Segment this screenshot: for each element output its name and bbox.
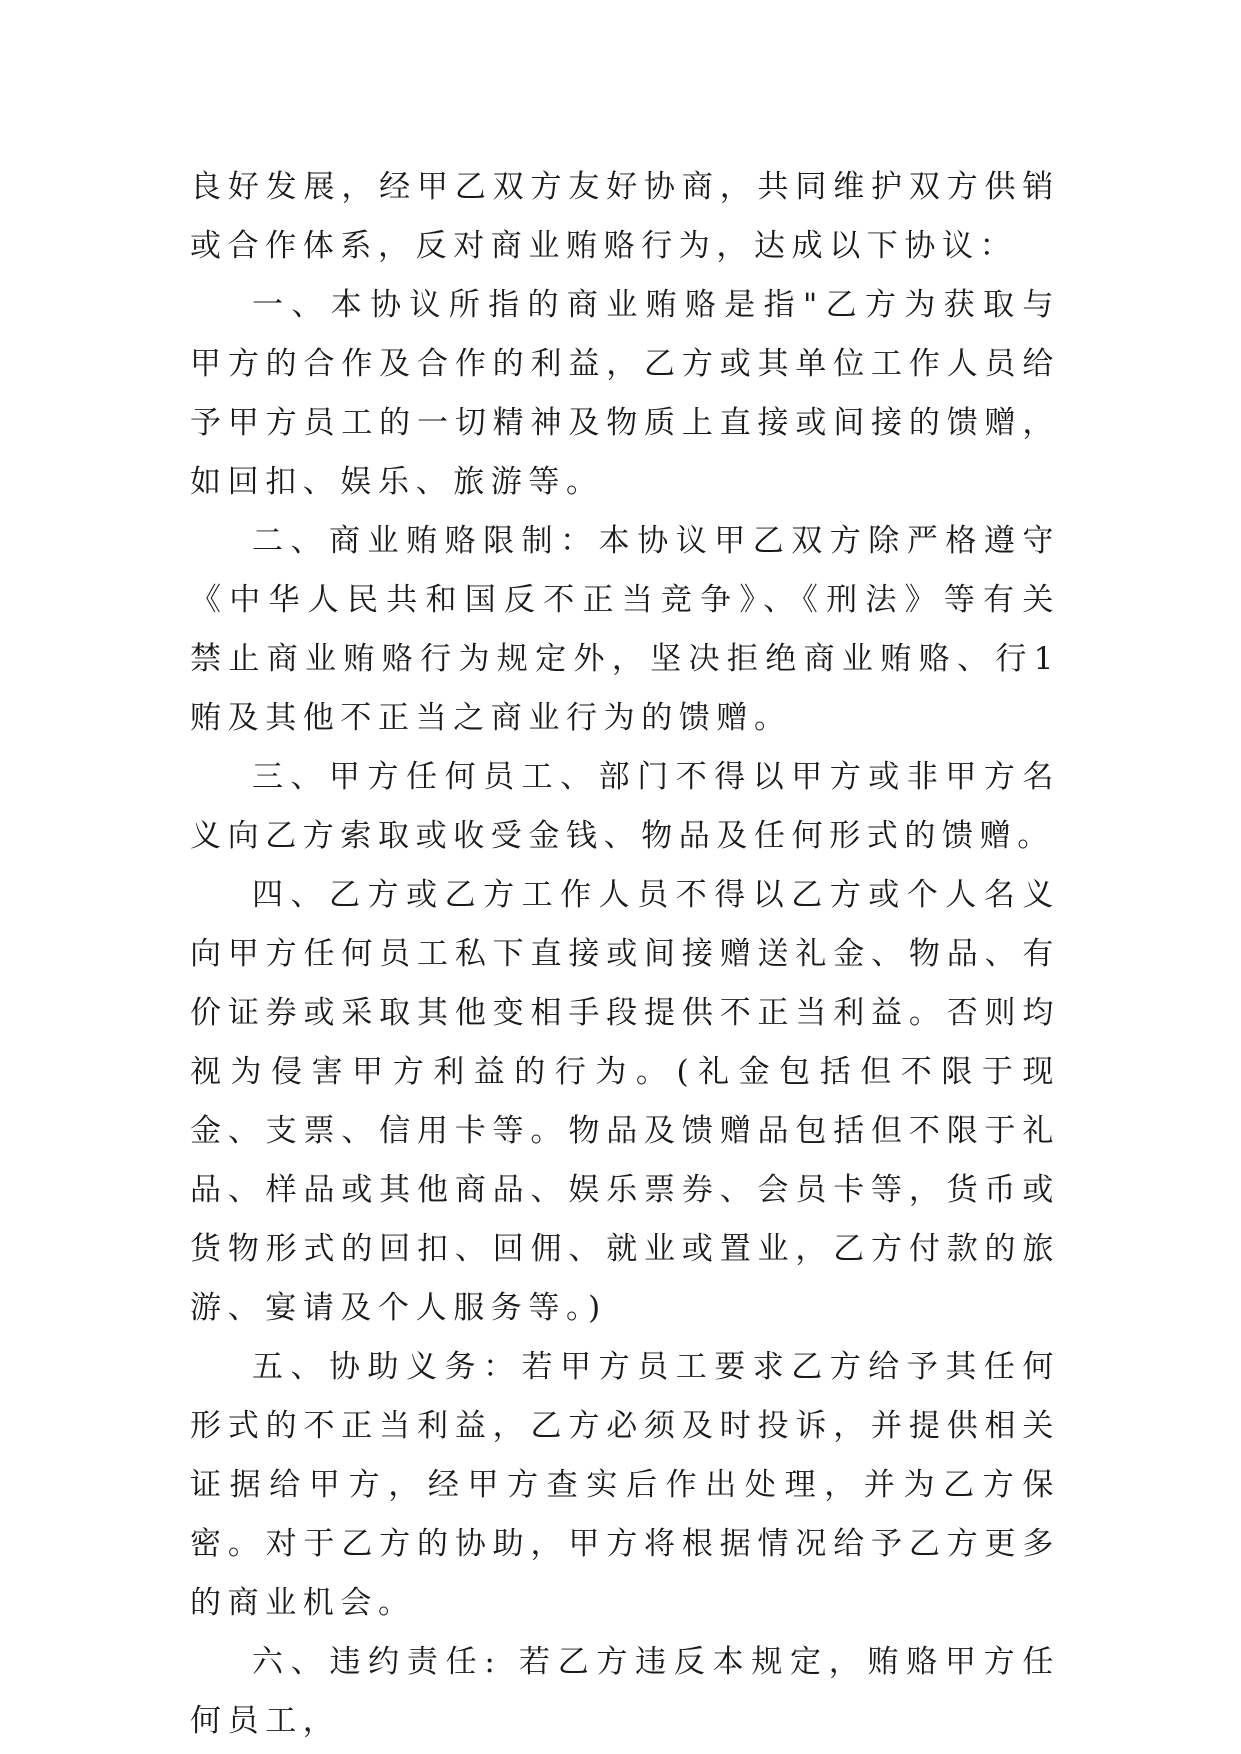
paragraph-intro: 良好发展，经甲乙双方友好协商，共同维护双方供销或合作体系，反对商业贿赂行为，达成以下协议：: [190, 169, 1060, 264]
paragraph-clause-3: 三、甲方任何员工、部门不得以甲方或非甲方名义向乙方索取或收受金钱、物品及任何形式的馈赠。: [190, 759, 1060, 854]
paragraph-clause-4: 四、乙方或乙方工作人员不得以乙方或个人名义向甲方任何员工私下直接或间接赠送礼金、物品、有价证券或采取其他变相手段提供不正当利益。否则均视为侵害甲方利益的行为。(礼金包括但不限于现金、支票、信用卡等。物品及馈赠品包括但不限于礼品、样品或其他商品、娱乐票券、会员卡等，货币或货物形式的回扣、回佣、就业或置业，乙方付款的旅游、宴请及个人服务等。): [190, 877, 1060, 1326]
paragraph-clause-6: 六、违约责任: 若乙方违反本规定，贿赂甲方任何员工，: [190, 1644, 1060, 1739]
paragraph-clause-5: 五、协助义务：若甲方员工要求乙方给予其任何形式的不正当利益，乙方必须及时投诉，并提供相关证据给甲方，经甲方查实后作出处理，并为乙方保密。对于乙方的协助，甲方将根据情况给予乙方更多的商业机会。: [190, 1349, 1060, 1621]
paragraph-clause-1: 一、本协议所指的商业贿赂是指"乙方为获取与甲方的合作及合作的利益，乙方或其单位工作人员给予甲方员工的一切精神及物质上直接或间接的馈赠，如回扣、娱乐、旅游等。: [190, 287, 1060, 500]
paragraph-clause-2: 二、商业贿赂限制：本协议甲乙双方除严格遵守《中华人民共和国反不正当竞争》、《刑法》等有关禁止商业贿赂行为规定外，坚决拒绝商业贿赂、行1贿及其他不正当之商业行为的馈赠。: [190, 523, 1060, 736]
document-body: [190, 158, 1060, 1751]
